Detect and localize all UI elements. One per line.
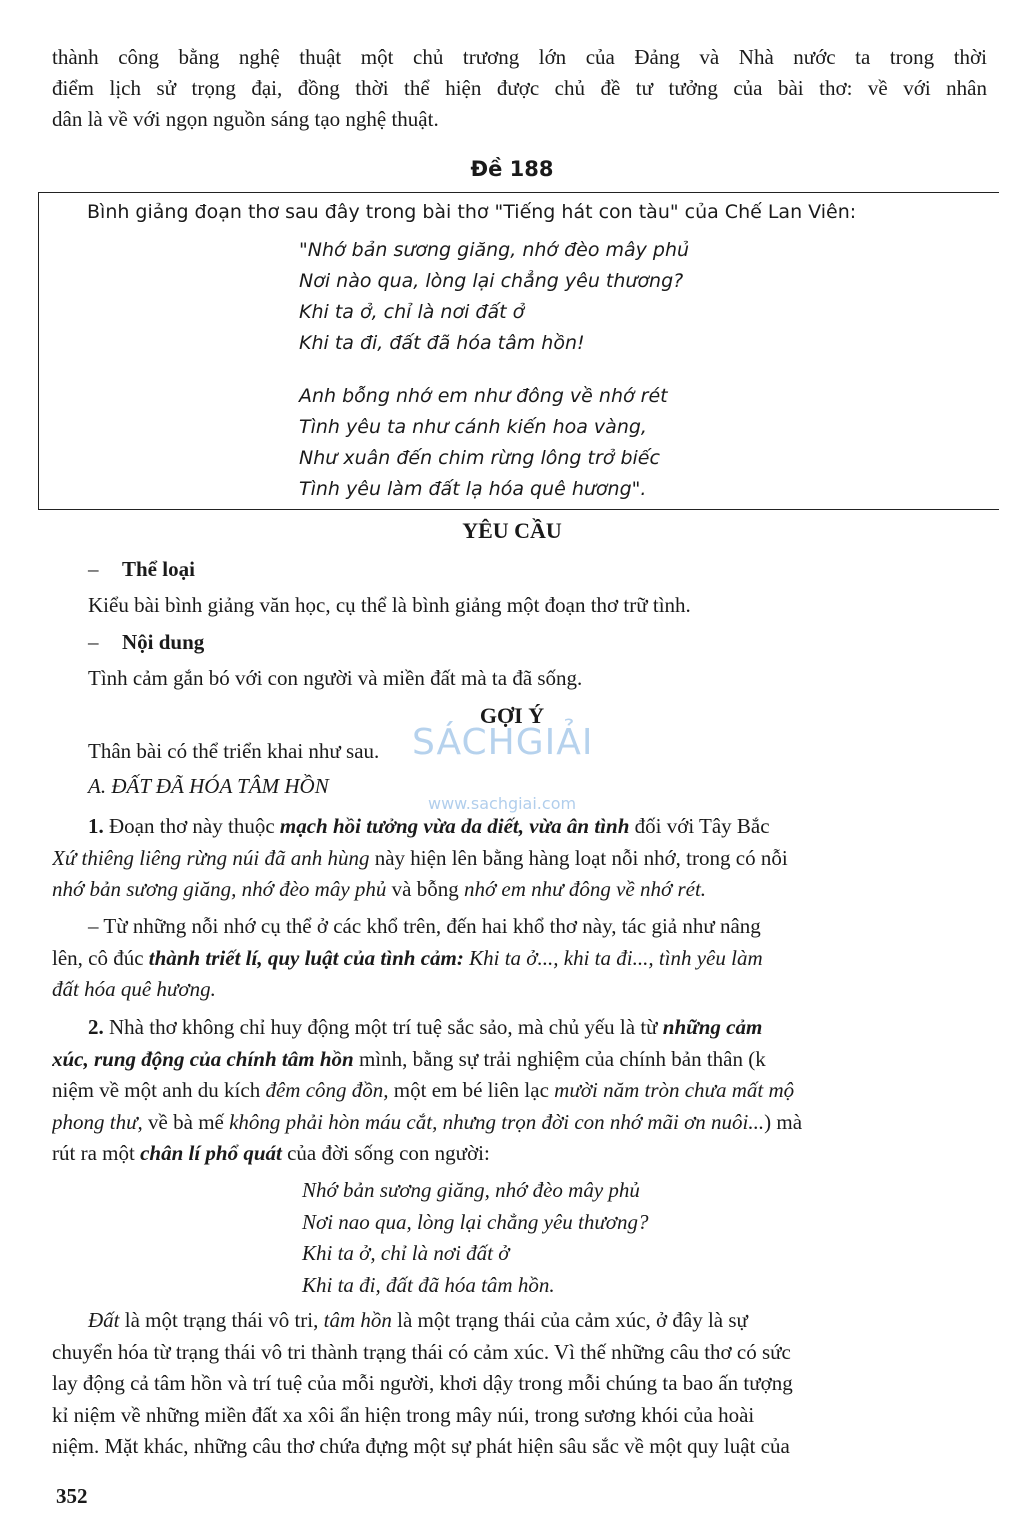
intro-line: dân là về với ngọn nguồn sáng tạo nghệ thuật. xyxy=(52,107,439,131)
italic-text: nhớ bản sương giăng, nhớ đèo mây phủ xyxy=(52,877,387,901)
emphasis: chân lí phổ quát xyxy=(140,1141,282,1165)
text: mình, bằng sự trải nghiệm của chính bản thân (k xyxy=(353,1046,766,1071)
dash: – xyxy=(88,630,99,654)
genre-label: Thể loại xyxy=(122,557,195,581)
watermark-url: www.sachgiai.com xyxy=(428,794,577,813)
poem-line: Anh bỗng nhớ em như đông về nhớ rét xyxy=(299,385,668,407)
text: lên, cô đúc xyxy=(52,945,149,970)
requirements-heading: YÊU CẦU xyxy=(462,518,562,543)
dash: – xyxy=(88,557,99,581)
italic-text: đất hóa quê hương. xyxy=(52,977,216,1001)
text: lay động cả tâm hồn và trí tuệ của mỗi người, khơi dậy trong mỗi chúng ta bao ấn tượng xyxy=(52,1371,793,1395)
text: của đời sống con người: xyxy=(281,1141,490,1165)
poem-line: Tình yêu làm đất lạ hóa quê hương". xyxy=(299,478,647,500)
poem-line: Khi ta đi, đất đã hóa tâm hồn. xyxy=(302,1272,555,1297)
para-number: 1. xyxy=(88,814,104,838)
poem-line: Như xuân đến chim rừng lông trở biếc xyxy=(299,447,660,469)
suggest-heading: GỢI Ý xyxy=(479,703,545,728)
text: này hiện lên bằng hàng loạt nỗi nhớ, trong có nỗi xyxy=(369,845,788,870)
poem-stanza-2 xyxy=(299,381,668,505)
genre-text: Kiểu bài bình giảng văn học, cụ thể là bình giảng một đoạn thơ trữ tình. xyxy=(88,593,691,617)
content-heading xyxy=(88,630,204,655)
exam-prompt-box xyxy=(38,192,999,510)
italic-text: Khi ta ở..., khi ta đi..., tình yêu làm xyxy=(463,945,763,970)
emphasis: mạch hồi tưởng vừa da diết, vừa ân tình xyxy=(279,814,630,838)
italic-text: Đất xyxy=(88,1308,120,1332)
paragraph-3 xyxy=(52,1012,987,1170)
exam-prompt: Bình giảng đoạn thơ sau đây trong bài thơ "Tiếng hát con tàu" của Chế Lan Viên: xyxy=(87,201,857,223)
poem-line: "Nhớ bản sương giăng, nhớ đèo mây phủ xyxy=(299,239,690,261)
italic-text: nhớ em như đông về nhớ rét. xyxy=(463,877,707,901)
intro-line: điểm lịch sử trọng đại, đồng thời thể hiện được chủ đề tư tưởng của bài thơ: về với nhân xyxy=(52,76,987,100)
page-number: 352 xyxy=(56,1484,88,1508)
italic-text: mười năm tròn chưa mất mộ xyxy=(554,1078,795,1102)
intro-line: thành công bằng nghệ thuật một chủ trương lớn của Đảng và Nhà nước ta trong thời xyxy=(52,45,987,69)
text: ) mà xyxy=(764,1109,803,1134)
watermark-logo: SÁCHGIẢI xyxy=(412,722,594,763)
poem-line: Khi ta đi, đất đã hóa tâm hồn! xyxy=(299,332,585,354)
italic-text: tâm hồn xyxy=(323,1308,392,1332)
emphasis: xúc, rung động của chính tâm hồn xyxy=(52,1046,354,1071)
text: là một trạng thái của cảm xúc, ở đây là sự xyxy=(391,1308,748,1332)
poem-quote xyxy=(302,1175,649,1301)
body-intro: Thân bài có thể triển khai như sau. xyxy=(88,739,380,763)
para-number: 2. xyxy=(88,1015,104,1039)
exam-title: Đề 188 xyxy=(470,157,554,181)
content-text: Tình cảm gắn bó với con người và miền đất mà ta đã sống. xyxy=(88,666,583,690)
poem-line: Khi ta ở, chỉ là nơi đất ở xyxy=(299,301,525,323)
emphasis: thành triết lí, quy luật của tình cảm: xyxy=(148,945,464,970)
text: rút ra một xyxy=(52,1141,141,1165)
text: về bà mế xyxy=(142,1109,230,1134)
text: một em bé liên lạc xyxy=(388,1078,555,1102)
italic-text: không phải hòn máu cắt, nhưng trọn đời con nhớ mãi ơn nuôi... xyxy=(229,1109,765,1134)
intro-paragraph xyxy=(52,42,987,135)
poem-line: Khi ta ở, chỉ là nơi đất ở xyxy=(302,1241,510,1265)
text: Nhà thơ không chỉ huy động một trí tuệ sắc sảo, mà chủ yếu là từ xyxy=(103,1015,663,1039)
poem-line: Nơi nao qua, lòng lại chẳng yêu thương? xyxy=(302,1209,649,1234)
poem-line: Nhớ bản sương giăng, nhớ đèo mây phủ xyxy=(302,1178,640,1202)
text: niệm về một anh du kích xyxy=(52,1078,266,1102)
genre-heading xyxy=(88,557,195,582)
emphasis: những cảm xyxy=(662,1015,763,1039)
poem-line: Tình yêu ta như cánh kiến hoa vàng, xyxy=(299,416,647,438)
italic-text: phong thư, xyxy=(52,1109,143,1134)
text: đối với Tây Bắc xyxy=(629,814,770,838)
section-a-heading: A. ĐẤT ĐÃ HÓA TÂM HỒN xyxy=(88,774,329,798)
paragraph-2 xyxy=(52,911,987,1006)
content-label: Nội dung xyxy=(122,630,205,654)
text: chuyển hóa từ trạng thái vô tri thành trạng thái có cảm xúc. Vì thế những câu thơ có sức xyxy=(52,1339,791,1364)
text: kỉ niệm về những miền đất xa xôi ẩn hiện trong mây núi, trong sương khói của hoài xyxy=(52,1402,755,1427)
poem-line: Nơi nào qua, lòng lại chẳng yêu thương? xyxy=(299,270,684,292)
text: và bỗng xyxy=(386,877,464,901)
italic-text: đêm công đồn, xyxy=(265,1078,389,1102)
italic-text: Xứ thiêng liêng rừng núi đã anh hùng xyxy=(52,845,370,870)
text: – Từ những nỗi nhớ cụ thể ở các khổ trên, đến hai khổ thơ này, tác giả như nâng xyxy=(88,914,761,938)
text: là một trạng thái vô tri, xyxy=(119,1308,324,1332)
text: niệm. Mặt khác, những câu thơ chứa đựng một sự phát hiện sâu sắc về một quy luật của xyxy=(52,1434,790,1458)
paragraph-1 xyxy=(52,811,987,906)
text: Đoạn thơ này thuộc xyxy=(103,814,280,838)
paragraph-4 xyxy=(52,1305,987,1463)
poem-stanza-1 xyxy=(299,235,689,359)
